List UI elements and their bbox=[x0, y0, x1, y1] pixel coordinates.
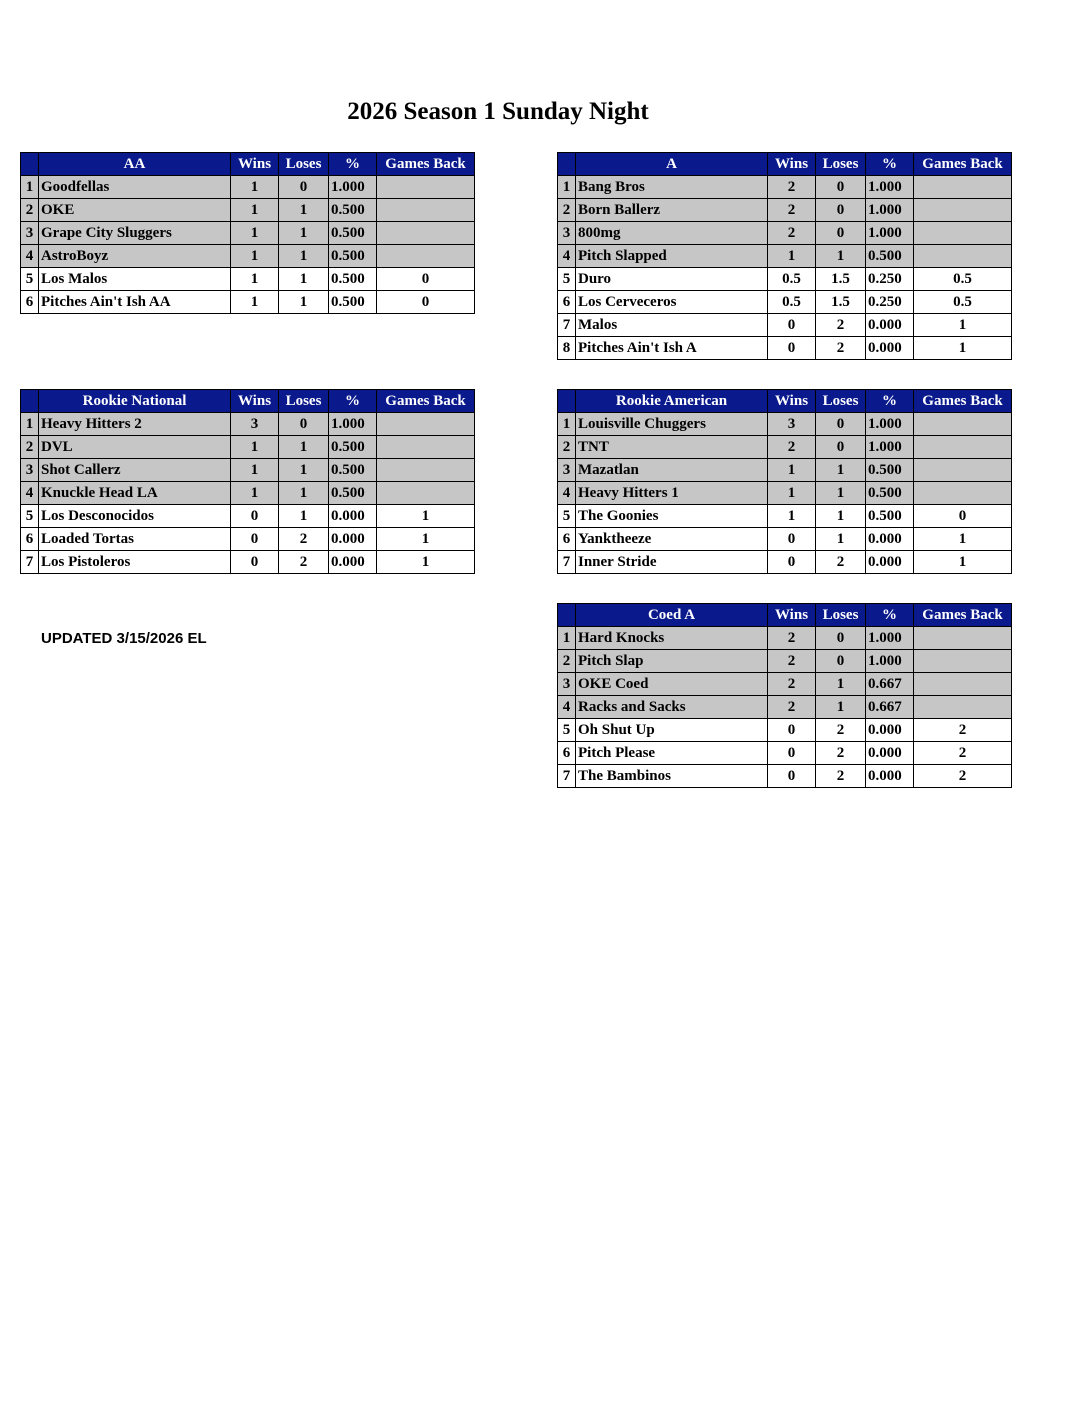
pct-cell: 0.667 bbox=[866, 696, 914, 719]
games-back-cell: 0 bbox=[377, 268, 475, 291]
pct-cell: 0.500 bbox=[329, 222, 377, 245]
rank-cell: 2 bbox=[558, 199, 576, 222]
team-name-cell: Inner Stride bbox=[576, 551, 768, 574]
rank-header bbox=[21, 390, 39, 413]
rank-cell: 2 bbox=[558, 650, 576, 673]
table-header-row bbox=[558, 153, 1012, 176]
loses-cell: 2 bbox=[816, 337, 866, 360]
pct-header: % bbox=[329, 153, 377, 176]
team-name-cell: Los Pistoleros bbox=[39, 551, 231, 574]
games-back-cell bbox=[914, 413, 1012, 436]
team-name-cell: Heavy Hitters 1 bbox=[576, 482, 768, 505]
rank-cell: 6 bbox=[558, 742, 576, 765]
pct-cell: 0.000 bbox=[866, 719, 914, 742]
loses-header: Loses bbox=[816, 604, 866, 627]
loses-cell: 0 bbox=[279, 413, 329, 436]
table-row bbox=[558, 650, 1012, 673]
table-row bbox=[558, 482, 1012, 505]
wins-cell: 1 bbox=[231, 245, 279, 268]
division-name: AA bbox=[39, 153, 231, 176]
page-title: 2026 Season 1 Sunday Night bbox=[347, 98, 649, 125]
pct-header: % bbox=[866, 604, 914, 627]
pct-cell: 1.000 bbox=[866, 413, 914, 436]
games-back-cell: 0 bbox=[377, 291, 475, 314]
games-back-cell bbox=[914, 199, 1012, 222]
rank-cell: 3 bbox=[21, 222, 39, 245]
pct-cell: 0.500 bbox=[329, 459, 377, 482]
loses-cell: 1.5 bbox=[816, 291, 866, 314]
loses-cell: 2 bbox=[816, 551, 866, 574]
table-row bbox=[558, 742, 1012, 765]
table-row bbox=[21, 528, 475, 551]
rank-cell: 1 bbox=[558, 413, 576, 436]
standings-table-aa bbox=[20, 152, 475, 314]
wins-header: Wins bbox=[768, 604, 816, 627]
team-name-cell: Los Desconocidos bbox=[39, 505, 231, 528]
table-row bbox=[558, 413, 1012, 436]
team-name-cell: Loaded Tortas bbox=[39, 528, 231, 551]
team-name-cell: Pitch Slap bbox=[576, 650, 768, 673]
games-back-cell bbox=[914, 696, 1012, 719]
rank-cell: 5 bbox=[21, 268, 39, 291]
loses-cell: 1 bbox=[816, 673, 866, 696]
pct-cell: 1.000 bbox=[866, 222, 914, 245]
pct-cell: 0.500 bbox=[329, 436, 377, 459]
team-name-cell: Pitch Please bbox=[576, 742, 768, 765]
table-header-row bbox=[558, 604, 1012, 627]
wins-cell: 1 bbox=[768, 245, 816, 268]
table-row bbox=[21, 222, 475, 245]
wins-header: Wins bbox=[768, 390, 816, 413]
table-row bbox=[558, 551, 1012, 574]
rank-header bbox=[558, 153, 576, 176]
wins-cell: 3 bbox=[231, 413, 279, 436]
loses-cell: 0 bbox=[816, 222, 866, 245]
division-name: Rookie National bbox=[39, 390, 231, 413]
table-row bbox=[558, 719, 1012, 742]
wins-cell: 0 bbox=[231, 551, 279, 574]
table-row bbox=[21, 459, 475, 482]
wins-cell: 0 bbox=[768, 314, 816, 337]
table-row bbox=[558, 436, 1012, 459]
pct-cell: 1.000 bbox=[866, 199, 914, 222]
team-name-cell: Los Malos bbox=[39, 268, 231, 291]
games-back-cell: 2 bbox=[914, 742, 1012, 765]
table-row bbox=[558, 765, 1012, 788]
team-name-cell: Malos bbox=[576, 314, 768, 337]
pct-cell: 0.000 bbox=[329, 551, 377, 574]
games-back-cell: 1 bbox=[914, 528, 1012, 551]
games-back-cell: 1 bbox=[914, 551, 1012, 574]
games-back-cell: 0.5 bbox=[914, 291, 1012, 314]
games-back-cell bbox=[914, 459, 1012, 482]
wins-cell: 1 bbox=[231, 222, 279, 245]
rank-cell: 7 bbox=[558, 765, 576, 788]
loses-cell: 0 bbox=[816, 627, 866, 650]
table-row bbox=[21, 551, 475, 574]
pct-cell: 0.500 bbox=[866, 482, 914, 505]
pct-cell: 0.000 bbox=[866, 765, 914, 788]
rank-cell: 5 bbox=[558, 505, 576, 528]
table-row bbox=[558, 528, 1012, 551]
team-name-cell: OKE Coed bbox=[576, 673, 768, 696]
team-name-cell: The Goonies bbox=[576, 505, 768, 528]
wins-cell: 2 bbox=[768, 627, 816, 650]
wins-cell: 3 bbox=[768, 413, 816, 436]
rank-cell: 7 bbox=[558, 551, 576, 574]
team-name-cell: Bang Bros bbox=[576, 176, 768, 199]
wins-cell: 0 bbox=[768, 765, 816, 788]
division-name: Coed A bbox=[576, 604, 768, 627]
games-back-header: Games Back bbox=[377, 153, 475, 176]
table-row bbox=[21, 413, 475, 436]
pct-header: % bbox=[866, 390, 914, 413]
games-back-cell: 1 bbox=[377, 528, 475, 551]
rank-header bbox=[558, 390, 576, 413]
games-back-header: Games Back bbox=[377, 390, 475, 413]
pct-cell: 1.000 bbox=[329, 413, 377, 436]
table-row bbox=[558, 459, 1012, 482]
loses-cell: 2 bbox=[816, 765, 866, 788]
games-back-header: Games Back bbox=[914, 390, 1012, 413]
pct-cell: 0.000 bbox=[866, 337, 914, 360]
loses-header: Loses bbox=[816, 390, 866, 413]
rank-cell: 2 bbox=[558, 436, 576, 459]
wins-cell: 2 bbox=[768, 650, 816, 673]
games-back-cell bbox=[914, 650, 1012, 673]
wins-cell: 1 bbox=[231, 482, 279, 505]
table-row bbox=[21, 436, 475, 459]
games-back-cell: 0.5 bbox=[914, 268, 1012, 291]
wins-cell: 2 bbox=[768, 436, 816, 459]
games-back-cell bbox=[377, 482, 475, 505]
rank-cell: 8 bbox=[558, 337, 576, 360]
table-row bbox=[558, 199, 1012, 222]
team-name-cell: Racks and Sacks bbox=[576, 696, 768, 719]
rank-cell: 2 bbox=[21, 436, 39, 459]
games-back-cell bbox=[914, 627, 1012, 650]
rank-cell: 3 bbox=[21, 459, 39, 482]
rank-cell: 1 bbox=[21, 413, 39, 436]
loses-cell: 1 bbox=[279, 436, 329, 459]
pct-cell: 0.500 bbox=[866, 459, 914, 482]
games-back-cell bbox=[914, 482, 1012, 505]
division-name: A bbox=[576, 153, 768, 176]
loses-cell: 1 bbox=[279, 505, 329, 528]
games-back-cell: 1 bbox=[914, 314, 1012, 337]
standings-table-coed-a bbox=[557, 603, 1012, 788]
team-name-cell: Grape City Sluggers bbox=[39, 222, 231, 245]
pct-cell: 0.000 bbox=[866, 742, 914, 765]
games-back-cell bbox=[377, 413, 475, 436]
loses-cell: 2 bbox=[816, 314, 866, 337]
wins-cell: 1 bbox=[231, 291, 279, 314]
pct-cell: 0.250 bbox=[866, 291, 914, 314]
team-name-cell: Yanktheeze bbox=[576, 528, 768, 551]
pct-cell: 1.000 bbox=[866, 627, 914, 650]
games-back-cell bbox=[377, 245, 475, 268]
wins-cell: 1 bbox=[231, 176, 279, 199]
wins-cell: 1 bbox=[231, 436, 279, 459]
table-header-row bbox=[558, 390, 1012, 413]
loses-cell: 1 bbox=[816, 245, 866, 268]
pct-cell: 1.000 bbox=[866, 176, 914, 199]
team-name-cell: Oh Shut Up bbox=[576, 719, 768, 742]
team-name-cell: Pitches Ain't Ish A bbox=[576, 337, 768, 360]
team-name-cell: 800mg bbox=[576, 222, 768, 245]
table-row bbox=[21, 482, 475, 505]
pct-cell: 0.000 bbox=[866, 551, 914, 574]
pct-cell: 1.000 bbox=[866, 436, 914, 459]
table-row bbox=[558, 245, 1012, 268]
games-back-cell: 2 bbox=[914, 719, 1012, 742]
pct-cell: 0.250 bbox=[866, 268, 914, 291]
pct-header: % bbox=[866, 153, 914, 176]
table-row bbox=[558, 505, 1012, 528]
table-row bbox=[558, 176, 1012, 199]
loses-cell: 1 bbox=[816, 528, 866, 551]
games-back-cell bbox=[914, 222, 1012, 245]
standings-table-a bbox=[557, 152, 1012, 360]
loses-header: Loses bbox=[279, 153, 329, 176]
games-back-cell: 1 bbox=[914, 337, 1012, 360]
team-name-cell: OKE bbox=[39, 199, 231, 222]
loses-cell: 2 bbox=[816, 742, 866, 765]
team-name-cell: Heavy Hitters 2 bbox=[39, 413, 231, 436]
rank-cell: 6 bbox=[558, 291, 576, 314]
rank-cell: 6 bbox=[21, 528, 39, 551]
games-back-cell bbox=[377, 199, 475, 222]
pct-cell: 0.500 bbox=[329, 482, 377, 505]
pct-cell: 0.000 bbox=[866, 528, 914, 551]
pct-cell: 1.000 bbox=[329, 176, 377, 199]
pct-cell: 0.000 bbox=[329, 505, 377, 528]
rank-cell: 4 bbox=[558, 696, 576, 719]
pct-cell: 0.500 bbox=[866, 245, 914, 268]
team-name-cell: Louisville Chuggers bbox=[576, 413, 768, 436]
table-row bbox=[558, 268, 1012, 291]
loses-cell: 1 bbox=[816, 482, 866, 505]
table-row bbox=[21, 176, 475, 199]
table-header-row bbox=[21, 153, 475, 176]
pct-cell: 1.000 bbox=[866, 650, 914, 673]
games-back-cell bbox=[377, 459, 475, 482]
pct-cell: 0.500 bbox=[329, 245, 377, 268]
team-name-cell: Los Cerveceros bbox=[576, 291, 768, 314]
rank-cell: 4 bbox=[21, 482, 39, 505]
rank-cell: 3 bbox=[558, 222, 576, 245]
loses-cell: 1 bbox=[816, 696, 866, 719]
games-back-header: Games Back bbox=[914, 604, 1012, 627]
wins-cell: 1 bbox=[231, 199, 279, 222]
games-back-cell: 1 bbox=[377, 505, 475, 528]
rank-cell: 3 bbox=[558, 673, 576, 696]
rank-cell: 4 bbox=[21, 245, 39, 268]
table-row bbox=[21, 291, 475, 314]
loses-cell: 1 bbox=[279, 459, 329, 482]
team-name-cell: The Bambinos bbox=[576, 765, 768, 788]
table-row bbox=[21, 199, 475, 222]
rank-cell: 4 bbox=[558, 245, 576, 268]
loses-cell: 0 bbox=[816, 199, 866, 222]
team-name-cell: Born Ballerz bbox=[576, 199, 768, 222]
loses-cell: 1 bbox=[279, 245, 329, 268]
wins-cell: 0 bbox=[768, 719, 816, 742]
table-header-row bbox=[21, 390, 475, 413]
pct-cell: 0.500 bbox=[329, 199, 377, 222]
team-name-cell: Hard Knocks bbox=[576, 627, 768, 650]
wins-cell: 0 bbox=[231, 505, 279, 528]
loses-cell: 0 bbox=[279, 176, 329, 199]
games-back-cell bbox=[914, 176, 1012, 199]
updated-note: UPDATED 3/15/2026 EL bbox=[41, 630, 207, 647]
wins-header: Wins bbox=[768, 153, 816, 176]
loses-header: Loses bbox=[279, 390, 329, 413]
wins-cell: 2 bbox=[768, 199, 816, 222]
rank-cell: 6 bbox=[21, 291, 39, 314]
wins-cell: 0 bbox=[768, 337, 816, 360]
loses-cell: 1 bbox=[279, 482, 329, 505]
loses-cell: 0 bbox=[816, 413, 866, 436]
rank-cell: 1 bbox=[558, 176, 576, 199]
table-row bbox=[558, 696, 1012, 719]
rank-header bbox=[558, 604, 576, 627]
table-row bbox=[558, 291, 1012, 314]
rank-cell: 7 bbox=[558, 314, 576, 337]
wins-header: Wins bbox=[231, 390, 279, 413]
table-row bbox=[558, 627, 1012, 650]
wins-cell: 1 bbox=[768, 482, 816, 505]
loses-cell: 1 bbox=[279, 222, 329, 245]
wins-cell: 0 bbox=[768, 528, 816, 551]
games-back-cell: 0 bbox=[914, 505, 1012, 528]
rank-cell: 1 bbox=[558, 627, 576, 650]
table-row bbox=[558, 222, 1012, 245]
wins-cell: 2 bbox=[768, 673, 816, 696]
loses-header: Loses bbox=[816, 153, 866, 176]
team-name-cell: Pitches Ain't Ish AA bbox=[39, 291, 231, 314]
loses-cell: 1 bbox=[279, 199, 329, 222]
games-back-cell bbox=[377, 222, 475, 245]
games-back-cell bbox=[914, 245, 1012, 268]
team-name-cell: Shot Callerz bbox=[39, 459, 231, 482]
pct-cell: 0.500 bbox=[866, 505, 914, 528]
rank-cell: 2 bbox=[21, 199, 39, 222]
table-row bbox=[558, 337, 1012, 360]
standings-table-rookie-american bbox=[557, 389, 1012, 574]
pct-header: % bbox=[329, 390, 377, 413]
games-back-header: Games Back bbox=[914, 153, 1012, 176]
team-name-cell: Pitch Slapped bbox=[576, 245, 768, 268]
loses-cell: 1 bbox=[279, 291, 329, 314]
team-name-cell: TNT bbox=[576, 436, 768, 459]
games-back-cell bbox=[377, 436, 475, 459]
rank-cell: 3 bbox=[558, 459, 576, 482]
games-back-cell bbox=[914, 673, 1012, 696]
table-row bbox=[21, 505, 475, 528]
rank-cell: 5 bbox=[21, 505, 39, 528]
pct-cell: 0.000 bbox=[329, 528, 377, 551]
pct-cell: 0.000 bbox=[866, 314, 914, 337]
wins-cell: 1 bbox=[231, 459, 279, 482]
loses-cell: 2 bbox=[279, 528, 329, 551]
loses-cell: 1 bbox=[279, 268, 329, 291]
loses-cell: 1 bbox=[816, 505, 866, 528]
table-row bbox=[558, 673, 1012, 696]
wins-cell: 0 bbox=[768, 551, 816, 574]
rank-cell: 1 bbox=[21, 176, 39, 199]
wins-cell: 0 bbox=[768, 742, 816, 765]
rank-cell: 5 bbox=[558, 268, 576, 291]
loses-cell: 2 bbox=[816, 719, 866, 742]
wins-cell: 1 bbox=[768, 505, 816, 528]
standings-table-rookie-national bbox=[20, 389, 475, 574]
pct-cell: 0.500 bbox=[329, 268, 377, 291]
games-back-cell: 2 bbox=[914, 765, 1012, 788]
loses-cell: 0 bbox=[816, 176, 866, 199]
loses-cell: 1.5 bbox=[816, 268, 866, 291]
loses-cell: 1 bbox=[816, 459, 866, 482]
wins-cell: 0.5 bbox=[768, 268, 816, 291]
wins-cell: 2 bbox=[768, 696, 816, 719]
wins-cell: 1 bbox=[768, 459, 816, 482]
games-back-cell: 1 bbox=[377, 551, 475, 574]
pct-cell: 0.500 bbox=[329, 291, 377, 314]
wins-cell: 2 bbox=[768, 222, 816, 245]
loses-cell: 0 bbox=[816, 436, 866, 459]
pct-cell: 0.667 bbox=[866, 673, 914, 696]
team-name-cell: Mazatlan bbox=[576, 459, 768, 482]
division-name: Rookie American bbox=[576, 390, 768, 413]
rank-cell: 7 bbox=[21, 551, 39, 574]
games-back-cell bbox=[377, 176, 475, 199]
team-name-cell: Knuckle Head LA bbox=[39, 482, 231, 505]
rank-cell: 4 bbox=[558, 482, 576, 505]
team-name-cell: AstroBoyz bbox=[39, 245, 231, 268]
wins-cell: 0 bbox=[231, 528, 279, 551]
loses-cell: 2 bbox=[279, 551, 329, 574]
table-row bbox=[558, 314, 1012, 337]
table-row bbox=[21, 245, 475, 268]
rank-cell: 6 bbox=[558, 528, 576, 551]
games-back-cell bbox=[914, 436, 1012, 459]
wins-cell: 0.5 bbox=[768, 291, 816, 314]
wins-cell: 1 bbox=[231, 268, 279, 291]
team-name-cell: DVL bbox=[39, 436, 231, 459]
rank-cell: 5 bbox=[558, 719, 576, 742]
wins-header: Wins bbox=[231, 153, 279, 176]
table-row bbox=[21, 268, 475, 291]
team-name-cell: Goodfellas bbox=[39, 176, 231, 199]
wins-cell: 2 bbox=[768, 176, 816, 199]
team-name-cell: Duro bbox=[576, 268, 768, 291]
rank-header bbox=[21, 153, 39, 176]
loses-cell: 0 bbox=[816, 650, 866, 673]
